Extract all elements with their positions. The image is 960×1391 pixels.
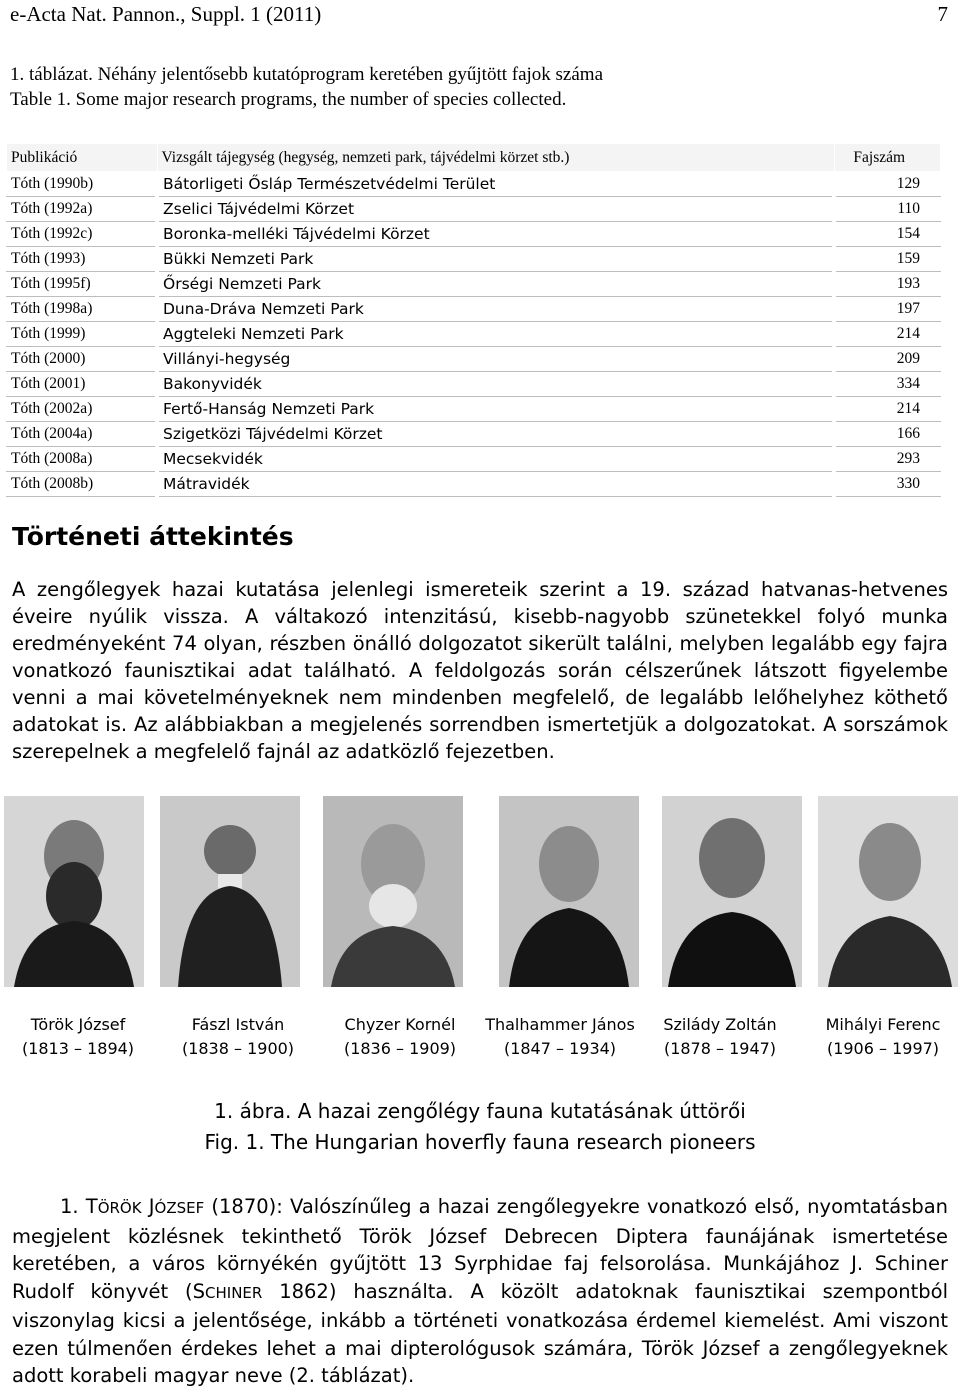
- cell-publication: Tóth (1999): [7, 322, 158, 347]
- page-header: [10, 2, 948, 27]
- cell-publication: Tóth (2001): [7, 372, 158, 397]
- person-name: Szilády Zoltán: [663, 1015, 777, 1034]
- cell-region: Duna-Dráva Nemzeti Park: [157, 297, 834, 322]
- cell-species-count: 193: [834, 272, 941, 297]
- portrait-photo: [160, 796, 300, 987]
- person-years: (1847 – 1934): [503, 1039, 617, 1058]
- table-row: [7, 347, 941, 372]
- table-row: [7, 422, 941, 447]
- cell-region: Mátravidék: [157, 472, 834, 497]
- species-table: [6, 143, 941, 497]
- cell-region: Őrségi Nemzeti Park: [157, 272, 834, 297]
- cell-species-count: 214: [834, 322, 941, 347]
- cell-region: Aggteleki Nemzeti Park: [157, 322, 834, 347]
- figure-caption-hu: 1. ábra. A hazai zengőlégy fauna kutatásának úttörői: [214, 1099, 746, 1123]
- cell-publication: Tóth (2000): [7, 347, 158, 372]
- table-row: [7, 322, 941, 347]
- page-number: 7: [937, 2, 948, 26]
- cell-species-count: 110: [834, 197, 941, 222]
- entry-author: TÖRÖK JÓZSEF: [85, 1195, 205, 1218]
- table-caption-hu: 1. táblázat. Néhány jelentősebb kutatóprogram keretében gyűjtött fajok száma: [10, 64, 604, 85]
- table-row: [7, 397, 941, 422]
- table-header-row: [7, 144, 941, 172]
- person-name: Mihályi Ferenc: [825, 1015, 941, 1034]
- figure-caption-en: Fig. 1. The Hungarian hoverfly fauna research pioneers: [204, 1130, 756, 1154]
- table-row: [7, 272, 941, 297]
- person-caption: [803, 1013, 960, 1061]
- cell-publication: Tóth (1998a): [7, 297, 158, 322]
- entry-citation: SCHINER: [192, 1279, 263, 1303]
- cell-publication: Tóth (2008b): [7, 472, 158, 497]
- cell-species-count: 334: [834, 372, 941, 397]
- cell-region: Fertő-Hanság Nemzeti Park: [157, 397, 834, 422]
- portrait-photo: [4, 796, 144, 987]
- cell-publication: Tóth (1990b): [7, 172, 158, 197]
- table-row: [7, 447, 941, 472]
- journal-title: e-Acta Nat. Pannon., Suppl. 1 (2011): [10, 2, 322, 26]
- person-name: Fászl István: [191, 1015, 285, 1034]
- cell-species-count: 159: [834, 247, 941, 272]
- cell-species-count: 330: [834, 472, 941, 497]
- table-row: [7, 172, 941, 197]
- table-row: [7, 372, 941, 397]
- cell-species-count: 214: [834, 397, 941, 422]
- person-caption: [0, 1013, 158, 1061]
- person-caption: [640, 1013, 800, 1061]
- person-name: Török József: [30, 1015, 126, 1034]
- table-row: [7, 297, 941, 322]
- portrait-photo: [662, 796, 802, 987]
- table-row: [7, 222, 941, 247]
- col-header-species-count: Fajszám: [834, 144, 941, 172]
- person-caption: [480, 1013, 640, 1061]
- entry-text-b: 1862) használta. A közölt adatoknak faunisztikai szempontból viszonylag kicsi a jelentősége, inkább a történeti vonatkozása érdemel kiemelést. Ami viszont ezen túlmenően érdekes lehet a mai dipterológusok számára, Török József a zengőlegyeknek adott korabeli magyar neve (2. táblázat).: [12, 1279, 948, 1387]
- person-name: Chyzer Kornél: [344, 1015, 456, 1034]
- entry-paragraph: [12, 1193, 948, 1390]
- cell-publication: Tóth (2008a): [7, 447, 158, 472]
- cell-publication: Tóth (2002a): [7, 397, 158, 422]
- figure-caption: [0, 1096, 960, 1158]
- table-caption-en: Table 1. Some major research programs, the number of species collected.: [10, 89, 567, 110]
- table-row: [7, 247, 941, 272]
- cell-region: Bátorligeti Ősláp Természetvédelmi Terület: [157, 172, 834, 197]
- cell-region: Boronka-melléki Tájvédelmi Körzet: [157, 222, 834, 247]
- cell-region: Villányi-hegység: [157, 347, 834, 372]
- cell-publication: Tóth (2004a): [7, 422, 158, 447]
- table-row: [7, 472, 941, 497]
- portrait-photo: [323, 796, 463, 987]
- portrait-gallery: [0, 796, 960, 991]
- cell-region: Mecsekvidék: [157, 447, 834, 472]
- cell-region: Bakonyvidék: [157, 372, 834, 397]
- cell-region: Szigetközi Tájvédelmi Körzet: [157, 422, 834, 447]
- cell-region: Zselici Tájvédelmi Körzet: [157, 197, 834, 222]
- cell-publication: Tóth (1992a): [7, 197, 158, 222]
- person-years: (1836 – 1909): [343, 1039, 457, 1058]
- cell-species-count: 166: [834, 422, 941, 447]
- person-caption: [158, 1013, 318, 1061]
- person-caption: [320, 1013, 480, 1061]
- person-years: (1838 – 1900): [181, 1039, 295, 1058]
- portrait-photo: [818, 796, 958, 987]
- cell-publication: Tóth (1995f): [7, 272, 158, 297]
- cell-publication: Tóth (1992c): [7, 222, 158, 247]
- intro-paragraph: A zengőlegyek hazai kutatása jelenlegi ismereteik szerint a 19. század hatvanas-hetvenes éveire nyúlik vissza. A váltakozó intenzitású, kisebb-nagyobb szünetekkel folyó munka eredményeként 74 olyan, részben önálló dolgozatot sikerült találni, melyben legalább egy fajra vonatkozó faunisztikai adat található. A feldolgozás során célszerűnek látszott figyelembe venni a mai követelményeknek nem mindenben megfelelő, de legalább lelőhelyhez köthető adatokat is. Az alábbiakban a megjelenés sorrendben ismertetjük a dolgozatokat. A sorszámok szerepelnek a megfelelő fajnál az adatközlő fejezetben.: [12, 578, 948, 763]
- col-header-publication: Publikáció: [7, 144, 158, 172]
- person-years: (1813 – 1894): [21, 1039, 135, 1058]
- cell-region: Bükki Nemzeti Park: [157, 247, 834, 272]
- table-row: [7, 197, 941, 222]
- cell-species-count: 209: [834, 347, 941, 372]
- cell-species-count: 197: [834, 297, 941, 322]
- person-name: Thalhammer János: [485, 1015, 635, 1034]
- entry-text-a: Valószínűleg a hazai zengőlegyekre vonatkozó első, nyomtatásban megjelent közlésnek tekinthető Török József Debrecen Diptera faunájának ismertetése keretében, a város környékén gyűjtött 13 Syrphidae faj felsorolása. Munkájához J. Schiner Rudolf könyvét (: [12, 1195, 949, 1303]
- section-title: Történeti áttekintés: [12, 522, 294, 551]
- person-years: (1906 – 1997): [826, 1039, 940, 1058]
- cell-species-count: 293: [834, 447, 941, 472]
- cell-species-count: 129: [834, 172, 941, 197]
- person-years: (1878 – 1947): [663, 1039, 777, 1058]
- portrait-photo: [499, 796, 639, 987]
- entry-year: (1870):: [211, 1195, 283, 1218]
- entry-number: 1.: [60, 1195, 79, 1218]
- col-header-region: Vizsgált tájegység (hegység, nemzeti park, tájvédelmi körzet stb.): [157, 144, 834, 172]
- cell-species-count: 154: [834, 222, 941, 247]
- cell-publication: Tóth (1993): [7, 247, 158, 272]
